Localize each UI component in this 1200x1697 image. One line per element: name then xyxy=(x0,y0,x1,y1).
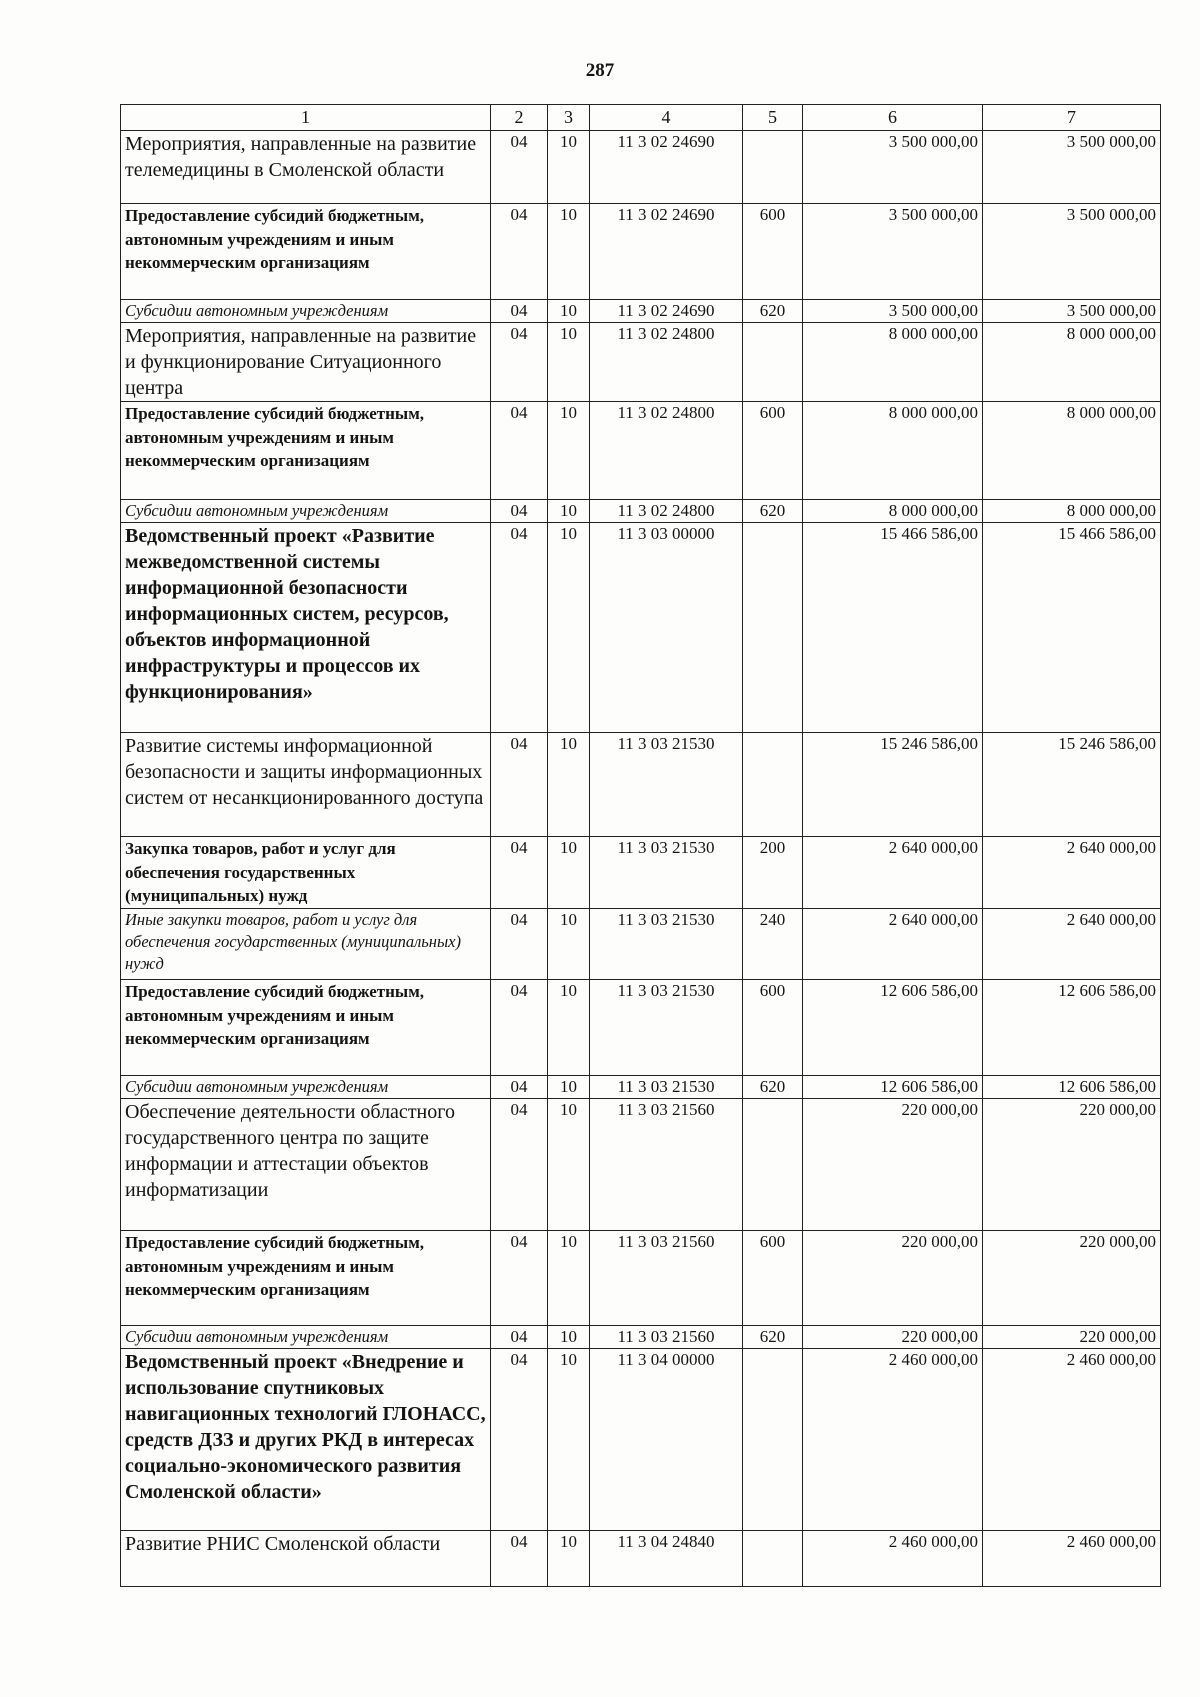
column-header-2: 2 xyxy=(491,105,548,131)
cell-section: 04 xyxy=(491,909,548,980)
column-header-1: 1 xyxy=(121,105,491,131)
cell-section: 04 xyxy=(491,204,548,300)
cell-amount-2: 12 606 586,00 xyxy=(983,980,1161,1076)
cell-section: 04 xyxy=(491,1231,548,1326)
row-name: Предоставление субсидий бюджетным, автономным учреждениям и иным некоммерческим организациям xyxy=(121,980,491,1076)
cell-target-code: 11 3 03 00000 xyxy=(590,523,743,733)
row-name: Мероприятия, направленные на развитие телемедицины в Смоленской области xyxy=(121,131,491,204)
row-name: Иные закупки товаров, работ и услуг для обеспечения государственных (муниципальных) нужд xyxy=(121,909,491,980)
cell-amount-1: 2 640 000,00 xyxy=(803,909,983,980)
table-row xyxy=(121,1076,1161,1099)
cell-subsection: 10 xyxy=(548,1326,590,1349)
cell-expense-type: 620 xyxy=(743,300,803,323)
cell-subsection: 10 xyxy=(548,1099,590,1231)
cell-section: 04 xyxy=(491,837,548,909)
row-name: Мероприятия, направленные на развитие и функционирование Ситуационного центра xyxy=(121,323,491,402)
cell-target-code: 11 3 03 21560 xyxy=(590,1231,743,1326)
cell-amount-1: 8 000 000,00 xyxy=(803,402,983,500)
cell-amount-2: 2 460 000,00 xyxy=(983,1531,1161,1587)
cell-amount-1: 3 500 000,00 xyxy=(803,204,983,300)
cell-expense-type: 240 xyxy=(743,909,803,980)
cell-section: 04 xyxy=(491,980,548,1076)
cell-section: 04 xyxy=(491,323,548,402)
cell-amount-1: 12 606 586,00 xyxy=(803,1076,983,1099)
cell-expense-type: 200 xyxy=(743,837,803,909)
cell-amount-2: 15 246 586,00 xyxy=(983,733,1161,837)
cell-subsection: 10 xyxy=(548,1531,590,1587)
table-row xyxy=(121,500,1161,523)
cell-amount-2: 12 606 586,00 xyxy=(983,1076,1161,1099)
cell-subsection: 10 xyxy=(548,204,590,300)
row-name: Субсидии автономным учреждениям xyxy=(121,1076,491,1099)
cell-section: 04 xyxy=(491,733,548,837)
table-row xyxy=(121,204,1161,300)
cell-subsection: 10 xyxy=(548,1349,590,1531)
cell-amount-1: 8 000 000,00 xyxy=(803,500,983,523)
row-name: Предоставление субсидий бюджетным, автономным учреждениям и иным некоммерческим организациям xyxy=(121,1231,491,1326)
table-row xyxy=(121,1231,1161,1326)
table-row xyxy=(121,523,1161,733)
cell-amount-1: 15 466 586,00 xyxy=(803,523,983,733)
table-row xyxy=(121,300,1161,323)
row-name: Субсидии автономным учреждениям xyxy=(121,300,491,323)
cell-amount-1: 2 460 000,00 xyxy=(803,1349,983,1531)
cell-amount-1: 2 460 000,00 xyxy=(803,1531,983,1587)
cell-target-code: 11 3 03 21530 xyxy=(590,837,743,909)
cell-amount-1: 12 606 586,00 xyxy=(803,980,983,1076)
cell-target-code: 11 3 02 24800 xyxy=(590,500,743,523)
cell-amount-2: 2 640 000,00 xyxy=(983,909,1161,980)
cell-subsection: 10 xyxy=(548,980,590,1076)
table-row xyxy=(121,980,1161,1076)
table-row xyxy=(121,909,1161,980)
row-name: Предоставление субсидий бюджетным, автономным учреждениям и иным некоммерческим организациям xyxy=(121,402,491,500)
cell-subsection: 10 xyxy=(548,909,590,980)
cell-target-code: 11 3 03 21530 xyxy=(590,1076,743,1099)
cell-target-code: 11 3 03 21530 xyxy=(590,980,743,1076)
cell-section: 04 xyxy=(491,131,548,204)
cell-amount-1: 220 000,00 xyxy=(803,1099,983,1231)
cell-amount-1: 15 246 586,00 xyxy=(803,733,983,837)
cell-subsection: 10 xyxy=(548,131,590,204)
cell-section: 04 xyxy=(491,1326,548,1349)
cell-amount-1: 3 500 000,00 xyxy=(803,300,983,323)
table-row xyxy=(121,837,1161,909)
table-row xyxy=(121,1349,1161,1531)
table-row xyxy=(121,733,1161,837)
cell-subsection: 10 xyxy=(548,733,590,837)
row-name: Предоставление субсидий бюджетным, автономным учреждениям и иным некоммерческим организациям xyxy=(121,204,491,300)
cell-subsection: 10 xyxy=(548,523,590,733)
cell-amount-2: 8 000 000,00 xyxy=(983,323,1161,402)
cell-section: 04 xyxy=(491,500,548,523)
budget-table xyxy=(120,104,1161,1587)
row-name: Ведомственный проект «Развитие межведомственной системы информационной безопасности информационных систем, ресурсов, объектов информационной инфраструктуры и процессов их функционирования» xyxy=(121,523,491,733)
cell-target-code: 11 3 02 24690 xyxy=(590,300,743,323)
cell-expense-type: 600 xyxy=(743,204,803,300)
table-body xyxy=(121,131,1161,1587)
cell-amount-2: 220 000,00 xyxy=(983,1231,1161,1326)
cell-section: 04 xyxy=(491,523,548,733)
cell-target-code: 11 3 02 24690 xyxy=(590,131,743,204)
cell-target-code: 11 3 04 00000 xyxy=(590,1349,743,1531)
cell-target-code: 11 3 03 21530 xyxy=(590,733,743,837)
cell-expense-type: 620 xyxy=(743,1076,803,1099)
cell-section: 04 xyxy=(491,1099,548,1231)
cell-target-code: 11 3 04 24840 xyxy=(590,1531,743,1587)
row-name: Развитие РНИС Смоленской области xyxy=(121,1531,491,1587)
cell-subsection: 10 xyxy=(548,1076,590,1099)
cell-amount-2: 2 640 000,00 xyxy=(983,837,1161,909)
cell-subsection: 10 xyxy=(548,837,590,909)
cell-amount-1: 3 500 000,00 xyxy=(803,131,983,204)
cell-amount-2: 3 500 000,00 xyxy=(983,204,1161,300)
row-name: Закупка товаров, работ и услуг для обеспечения государственных (муниципальных) нужд xyxy=(121,837,491,909)
cell-expense-type xyxy=(743,1349,803,1531)
table-row xyxy=(121,131,1161,204)
cell-expense-type: 620 xyxy=(743,500,803,523)
column-header-6: 6 xyxy=(803,105,983,131)
header-row xyxy=(121,105,1161,131)
cell-section: 04 xyxy=(491,1076,548,1099)
cell-target-code: 11 3 02 24690 xyxy=(590,204,743,300)
cell-amount-1: 8 000 000,00 xyxy=(803,323,983,402)
cell-expense-type: 600 xyxy=(743,980,803,1076)
cell-expense-type xyxy=(743,323,803,402)
column-header-7: 7 xyxy=(983,105,1161,131)
cell-expense-type xyxy=(743,1531,803,1587)
cell-amount-2: 2 460 000,00 xyxy=(983,1349,1161,1531)
cell-expense-type xyxy=(743,523,803,733)
table-row xyxy=(121,1326,1161,1349)
cell-amount-2: 3 500 000,00 xyxy=(983,131,1161,204)
row-name: Субсидии автономным учреждениям xyxy=(121,500,491,523)
cell-amount-2: 8 000 000,00 xyxy=(983,500,1161,523)
table-row xyxy=(121,323,1161,402)
cell-target-code: 11 3 03 21530 xyxy=(590,909,743,980)
cell-amount-2: 220 000,00 xyxy=(983,1326,1161,1349)
table-row xyxy=(121,1531,1161,1587)
row-name: Субсидии автономным учреждениям xyxy=(121,1326,491,1349)
cell-target-code: 11 3 03 21560 xyxy=(590,1099,743,1231)
cell-amount-2: 8 000 000,00 xyxy=(983,402,1161,500)
cell-expense-type: 600 xyxy=(743,1231,803,1326)
cell-amount-2: 220 000,00 xyxy=(983,1099,1161,1231)
table-row xyxy=(121,1099,1161,1231)
cell-amount-2: 15 466 586,00 xyxy=(983,523,1161,733)
table-row xyxy=(121,402,1161,500)
column-header-4: 4 xyxy=(590,105,743,131)
cell-expense-type: 600 xyxy=(743,402,803,500)
row-name: Развитие системы информационной безопасности и защиты информационных систем от несанкционированного доступа xyxy=(121,733,491,837)
cell-subsection: 10 xyxy=(548,323,590,402)
cell-amount-1: 2 640 000,00 xyxy=(803,837,983,909)
page-number: 287 xyxy=(585,60,615,81)
row-name: Ведомственный проект «Внедрение и использование спутниковых навигационных технологий ГЛОНАСС, средств ДЗЗ и других РКД в интересах социально-экономического развития Смоленской области» xyxy=(121,1349,491,1531)
cell-amount-2: 3 500 000,00 xyxy=(983,300,1161,323)
cell-section: 04 xyxy=(491,300,548,323)
cell-subsection: 10 xyxy=(548,1231,590,1326)
cell-target-code: 11 3 02 24800 xyxy=(590,323,743,402)
cell-amount-1: 220 000,00 xyxy=(803,1231,983,1326)
cell-section: 04 xyxy=(491,402,548,500)
column-header-3: 3 xyxy=(548,105,590,131)
cell-section: 04 xyxy=(491,1349,548,1531)
cell-target-code: 11 3 03 21560 xyxy=(590,1326,743,1349)
cell-expense-type: 620 xyxy=(743,1326,803,1349)
cell-subsection: 10 xyxy=(548,500,590,523)
cell-expense-type xyxy=(743,733,803,837)
cell-expense-type xyxy=(743,1099,803,1231)
cell-subsection: 10 xyxy=(548,402,590,500)
row-name: Обеспечение деятельности областного государственного центра по защите информации и аттестации объектов информатизации xyxy=(121,1099,491,1231)
cell-section: 04 xyxy=(491,1531,548,1587)
cell-amount-1: 220 000,00 xyxy=(803,1326,983,1349)
column-header-5: 5 xyxy=(743,105,803,131)
cell-subsection: 10 xyxy=(548,300,590,323)
cell-target-code: 11 3 02 24800 xyxy=(590,402,743,500)
cell-expense-type xyxy=(743,131,803,204)
